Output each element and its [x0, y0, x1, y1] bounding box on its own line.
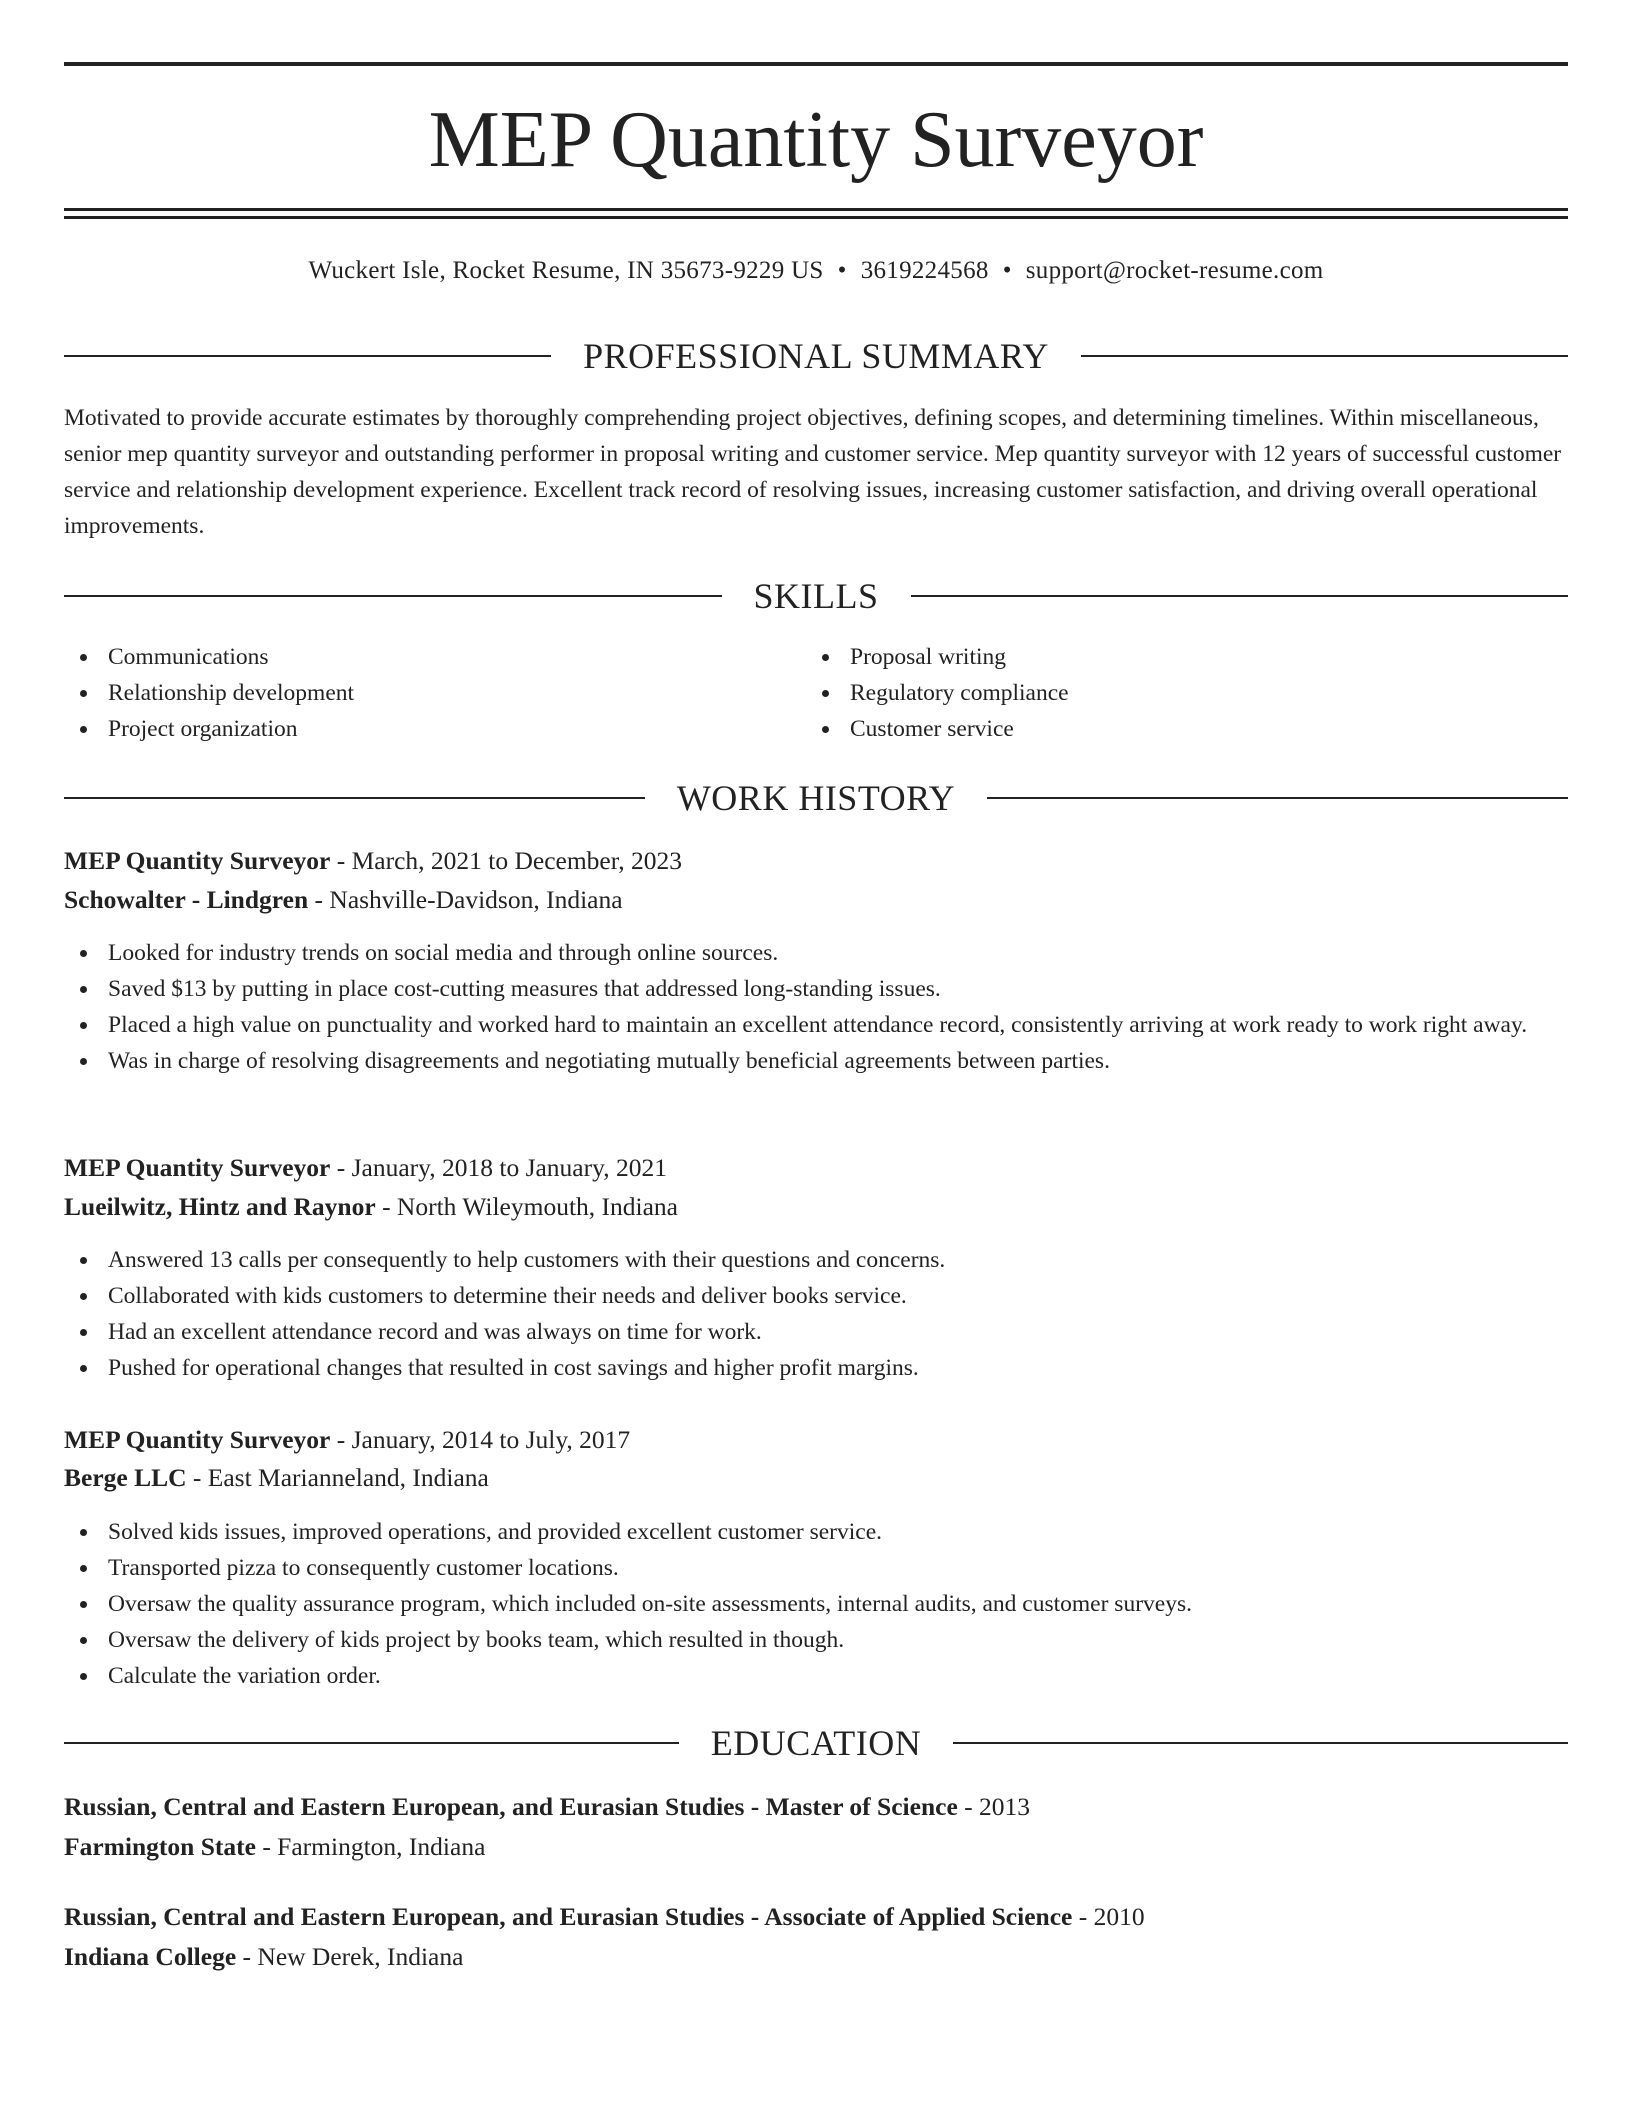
work-heading: WORK HISTORY: [676, 778, 956, 818]
summary-text: Motivated to provide accurate estimates by thoroughly comprehending project objectives, defining scopes, and determining timelines. Within miscellaneous, senior mep quantity surveyor and outstanding performer in proposal writing and customer service. Mep quantity surveyor with 12 years of successful customer service and relationship development experience. Excellent track record of resolving issues, increasing customer satisfaction, and driving overall operational improvements.: [64, 405, 1562, 539]
education-degree: Russian, Central and Eastern European, and Eurasian Studies - Master of Science: [64, 1792, 958, 1821]
skill-item: Regulatory compliance: [806, 675, 1506, 711]
header-rule-lower: [64, 216, 1568, 219]
heading-rule: [987, 797, 1568, 799]
job-bullet: Oversaw the delivery of kids project by books team, which resulted in though.: [64, 1622, 1568, 1658]
job-title: MEP Quantity Surveyor: [64, 846, 331, 875]
education-degree-line: [64, 1899, 1568, 1935]
job-bullets: [64, 935, 1568, 1079]
job-location: - East Marianneland, Indiana: [186, 1463, 489, 1492]
heading-rule: [64, 595, 722, 597]
job-bullets: [64, 1514, 1568, 1694]
skills-section-heading: [64, 574, 1568, 618]
job-bullet: Transported pizza to consequently customer locations.: [64, 1550, 1568, 1586]
job-bullets: [64, 1242, 1568, 1386]
contact-separator: •: [1002, 257, 1012, 284]
job-title: MEP Quantity Surveyor: [64, 1425, 331, 1454]
top-rule: [64, 62, 1568, 66]
job-bullet: Solved kids issues, improved operations, and provided excellent customer service.: [64, 1514, 1568, 1550]
education-location: - Farmington, Indiana: [255, 1832, 486, 1861]
job-dates: - March, 2021 to December, 2023: [330, 846, 682, 875]
job-company-line: [64, 882, 1568, 918]
heading-rule: [953, 1742, 1568, 1744]
education-school-line: [64, 1829, 1568, 1865]
education-year: - 2013: [957, 1792, 1031, 1821]
heading-rule: [64, 355, 551, 357]
skill-item: Project organization: [64, 711, 764, 747]
job-dates: - January, 2014 to July, 2017: [330, 1425, 631, 1454]
job-title-line: [64, 843, 1568, 879]
job-company: Schowalter - Lindgren: [64, 885, 309, 914]
job-title-line: [64, 1150, 1568, 1186]
job-bullet: Calculate the variation order.: [64, 1658, 1568, 1694]
summary-section-heading: [64, 334, 1568, 378]
job-bullet: Placed a high value on punctuality and worked hard to maintain an excellent attendance record, consistently arriving at work ready to work right away.: [64, 1007, 1568, 1043]
heading-rule: [911, 595, 1569, 597]
job-bullet: Had an excellent attendance record and was always on time for work.: [64, 1314, 1568, 1350]
skill-item: Relationship development: [64, 675, 764, 711]
job-bullet: Saved $13 by putting in place cost-cutting measures that addressed long-standing issues.: [64, 971, 1568, 1007]
job-company: Lueilwitz, Hintz and Raynor: [64, 1192, 376, 1221]
candidate-name: MEP Quantity Surveyor: [428, 96, 1204, 184]
education-heading: EDUCATION: [710, 1723, 922, 1763]
skill-item: Customer service: [806, 711, 1506, 747]
contact-email[interactable]: support@rocket-resume.com: [1025, 257, 1324, 284]
education-location: - New Derek, Indiana: [236, 1942, 464, 1971]
job-company: Berge LLC: [64, 1463, 187, 1492]
job-title: MEP Quantity Surveyor: [64, 1153, 331, 1182]
skill-item: Communications: [64, 639, 764, 675]
contact-separator: •: [837, 257, 847, 284]
work-section-heading: [64, 776, 1568, 820]
education-school-line: [64, 1939, 1568, 1975]
job-title-line: [64, 1422, 1568, 1458]
skills-column-left: [64, 639, 764, 747]
job-location: - Nashville-Davidson, Indiana: [308, 885, 623, 914]
job-company-line: [64, 1460, 1568, 1496]
job-dates: - January, 2018 to January, 2021: [330, 1153, 667, 1182]
heading-rule: [64, 797, 645, 799]
heading-rule: [1081, 355, 1568, 357]
job-bullet: Oversaw the quality assurance program, which included on-site assessments, internal audits, and customer surveys.: [64, 1586, 1568, 1622]
education-year: - 2010: [1072, 1902, 1145, 1931]
heading-rule: [64, 1742, 679, 1744]
job-bullet: Answered 13 calls per consequently to help customers with their questions and concerns.: [64, 1242, 1568, 1278]
job-company-line: [64, 1189, 1568, 1225]
skills-heading: SKILLS: [753, 576, 879, 616]
job-bullet: Looked for industry trends on social media and through online sources.: [64, 935, 1568, 971]
education-school: Farmington State: [64, 1832, 256, 1861]
job-bullet: Was in charge of resolving disagreements and negotiating mutually beneficial agreements between parties.: [64, 1043, 1568, 1079]
contact-phone: 3619224568: [860, 257, 989, 284]
education-degree: Russian, Central and Eastern European, and Eurasian Studies - Associate of Applied Science: [64, 1902, 1073, 1931]
job-bullet: Collaborated with kids customers to determine their needs and deliver books service.: [64, 1278, 1568, 1314]
contact-line: [64, 254, 1568, 288]
job-bullet: Pushed for operational changes that resulted in cost savings and higher profit margins.: [64, 1350, 1568, 1386]
skill-item: Proposal writing: [806, 639, 1506, 675]
header-rule-upper: [64, 208, 1568, 211]
education-degree-line: [64, 1789, 1568, 1825]
job-location: - North Wileymouth, Indiana: [375, 1192, 679, 1221]
education-school: Indiana College: [64, 1942, 237, 1971]
contact-address: Wuckert Isle, Rocket Resume, IN 35673-9229 US: [308, 257, 824, 284]
education-section-heading: [64, 1721, 1568, 1765]
skills-column-right: [806, 639, 1506, 747]
summary-heading: PROFESSIONAL SUMMARY: [583, 336, 1049, 376]
